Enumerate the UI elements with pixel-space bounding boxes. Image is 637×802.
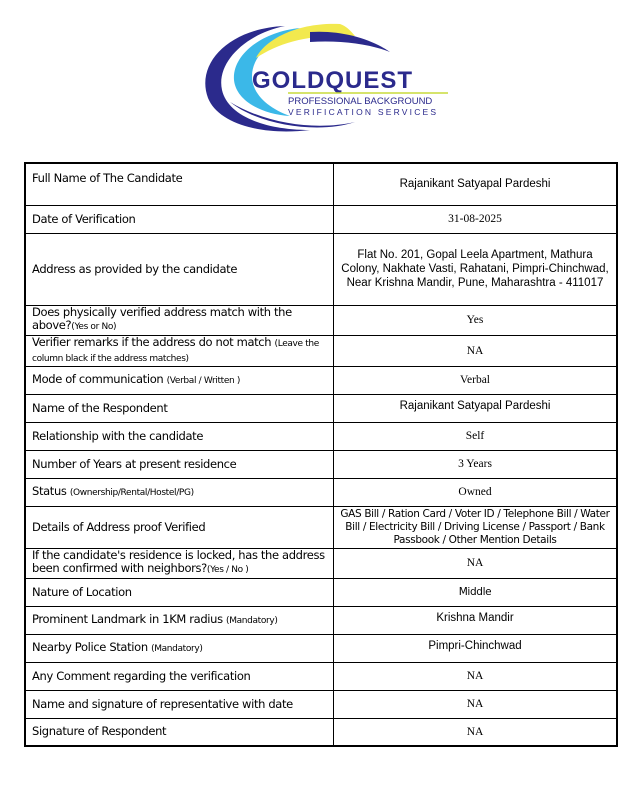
field-value-text: Rajanikant Satyapal Pardeshi — [399, 178, 551, 191]
field-label — [25, 233, 334, 305]
field-value — [334, 422, 618, 450]
table-row — [25, 662, 617, 690]
field-label-note: (Mandatory) — [226, 615, 278, 626]
field-value — [334, 450, 618, 478]
field-label-note: (Yes / No ) — [206, 565, 249, 575]
field-label-text: Verifier remarks if the address do not match — [32, 334, 275, 349]
field-value — [334, 335, 618, 366]
field-value-text: NA — [466, 725, 484, 738]
table-row — [25, 478, 617, 506]
table-row — [25, 394, 617, 422]
table-row — [25, 233, 617, 305]
brand-name: GOLDQUEST — [252, 67, 414, 94]
field-value-text: 31-08-2025 — [448, 213, 502, 225]
field-value-text: GAS Bill / Ration Card / Voter ID / Telephone Bill / Water Bill / Electricity Bill / Driving License / Passport / Bank Passbook / Other Mention Details — [340, 507, 610, 546]
field-value — [334, 205, 618, 233]
field-value-text: Rajanikant Satyapal Pardeshi — [399, 399, 551, 412]
field-label-text: Date of Verification — [32, 211, 136, 226]
field-label — [25, 163, 334, 205]
field-label-note: (Ownership/Rental/Hostel/PG) — [69, 487, 194, 498]
field-label-text: Address as provided by the candidate — [32, 261, 238, 276]
field-label-text: Status — [32, 483, 70, 498]
field-label-text: Any Comment regarding the verification — [32, 668, 251, 683]
field-value — [334, 690, 618, 718]
table-row — [25, 335, 617, 366]
field-label-text: Relationship with the candidate — [32, 428, 204, 443]
table-row — [25, 606, 617, 634]
field-label-note: (Mandatory) — [151, 643, 203, 654]
field-value — [334, 506, 618, 548]
table-row — [25, 548, 617, 578]
field-label — [25, 718, 334, 746]
table-row — [25, 578, 617, 606]
table-row — [25, 690, 617, 718]
field-label — [25, 422, 334, 450]
field-label — [25, 366, 334, 394]
address-verification-table — [24, 162, 618, 747]
tagline-line1: PROFESSIONAL BACKGROUND — [288, 96, 433, 107]
field-label-text: Name of the Respondent — [32, 400, 168, 415]
table-row — [25, 634, 617, 662]
field-label-text: Nearby Police Station — [32, 639, 152, 654]
field-value — [334, 478, 618, 506]
field-label-text: Full Name of The Candidate — [32, 171, 183, 185]
field-value — [334, 718, 618, 746]
field-label — [25, 478, 334, 506]
field-value — [334, 662, 618, 690]
field-value — [334, 578, 618, 606]
field-value-text: Owned — [458, 486, 492, 498]
goldquest-logo — [190, 18, 460, 138]
table-row — [25, 718, 617, 746]
field-label-text: Prominent Landmark in 1KM radius — [32, 611, 227, 626]
field-value-text: Krishna Mandir — [436, 611, 514, 624]
field-label-text: Does physically verified address match with the above? — [32, 305, 292, 332]
field-label — [25, 335, 334, 366]
field-value — [334, 163, 618, 205]
field-value-text: Pimpri-Chinchwad — [428, 639, 522, 652]
field-value — [334, 606, 618, 634]
field-value-text: Verbal — [459, 374, 490, 386]
field-label — [25, 548, 334, 578]
field-label — [25, 205, 334, 233]
field-label — [25, 690, 334, 718]
table-row — [25, 422, 617, 450]
field-label-note: (Verbal / Written ) — [166, 375, 241, 386]
field-value — [334, 394, 618, 422]
table-row — [25, 506, 617, 548]
field-label-text: Nature of Location — [32, 584, 132, 599]
field-label — [25, 606, 334, 634]
field-label-text: Name and signature of representative with date — [32, 696, 293, 711]
tagline-line2: VERIFICATION SERVICES — [288, 107, 439, 117]
field-value — [334, 366, 618, 394]
field-label — [25, 578, 334, 606]
field-label — [25, 506, 334, 548]
field-value-text: Middle — [458, 585, 492, 598]
field-label-text: Signature of Respondent — [32, 724, 167, 739]
field-label — [25, 394, 334, 422]
field-value-text: Self — [465, 430, 485, 442]
field-value-text: NA — [466, 344, 484, 357]
field-label-note: (Leave the column black if the address matches) — [32, 338, 319, 364]
field-value — [334, 634, 618, 662]
table-row — [25, 366, 617, 394]
field-label-note: (Yes or No) — [71, 322, 117, 332]
field-label-text: Number of Years at present residence — [32, 456, 237, 471]
field-label — [25, 450, 334, 478]
field-label-text: If the candidate's residence is locked, has the address been confirmed with neighbors? — [32, 548, 325, 575]
field-label — [25, 305, 334, 335]
field-label-text: Mode of communication — [32, 371, 167, 386]
table-row — [25, 305, 617, 335]
field-value — [334, 548, 618, 578]
table-row — [25, 163, 617, 205]
field-value — [334, 305, 618, 335]
field-value-text: NA — [466, 557, 484, 569]
table-row — [25, 450, 617, 478]
field-value-text: NA — [466, 670, 484, 682]
field-value-text: Flat No. 201, Gopal Leela Apartment, Mathura Colony, Nakhate Vasti, Rahatani, Pimpri-Chinchwad, Near Krishna Mandir, Pune, Maharashtra - 411017 — [341, 249, 609, 289]
field-value-text: NA — [466, 698, 484, 710]
field-label-text: Details of Address proof Verified — [32, 519, 206, 534]
field-value-text: Yes — [466, 314, 484, 326]
table-row — [25, 205, 617, 233]
field-label — [25, 634, 334, 662]
field-label — [25, 662, 334, 690]
field-value-text: 3 Years — [458, 458, 492, 470]
field-value — [334, 233, 618, 305]
